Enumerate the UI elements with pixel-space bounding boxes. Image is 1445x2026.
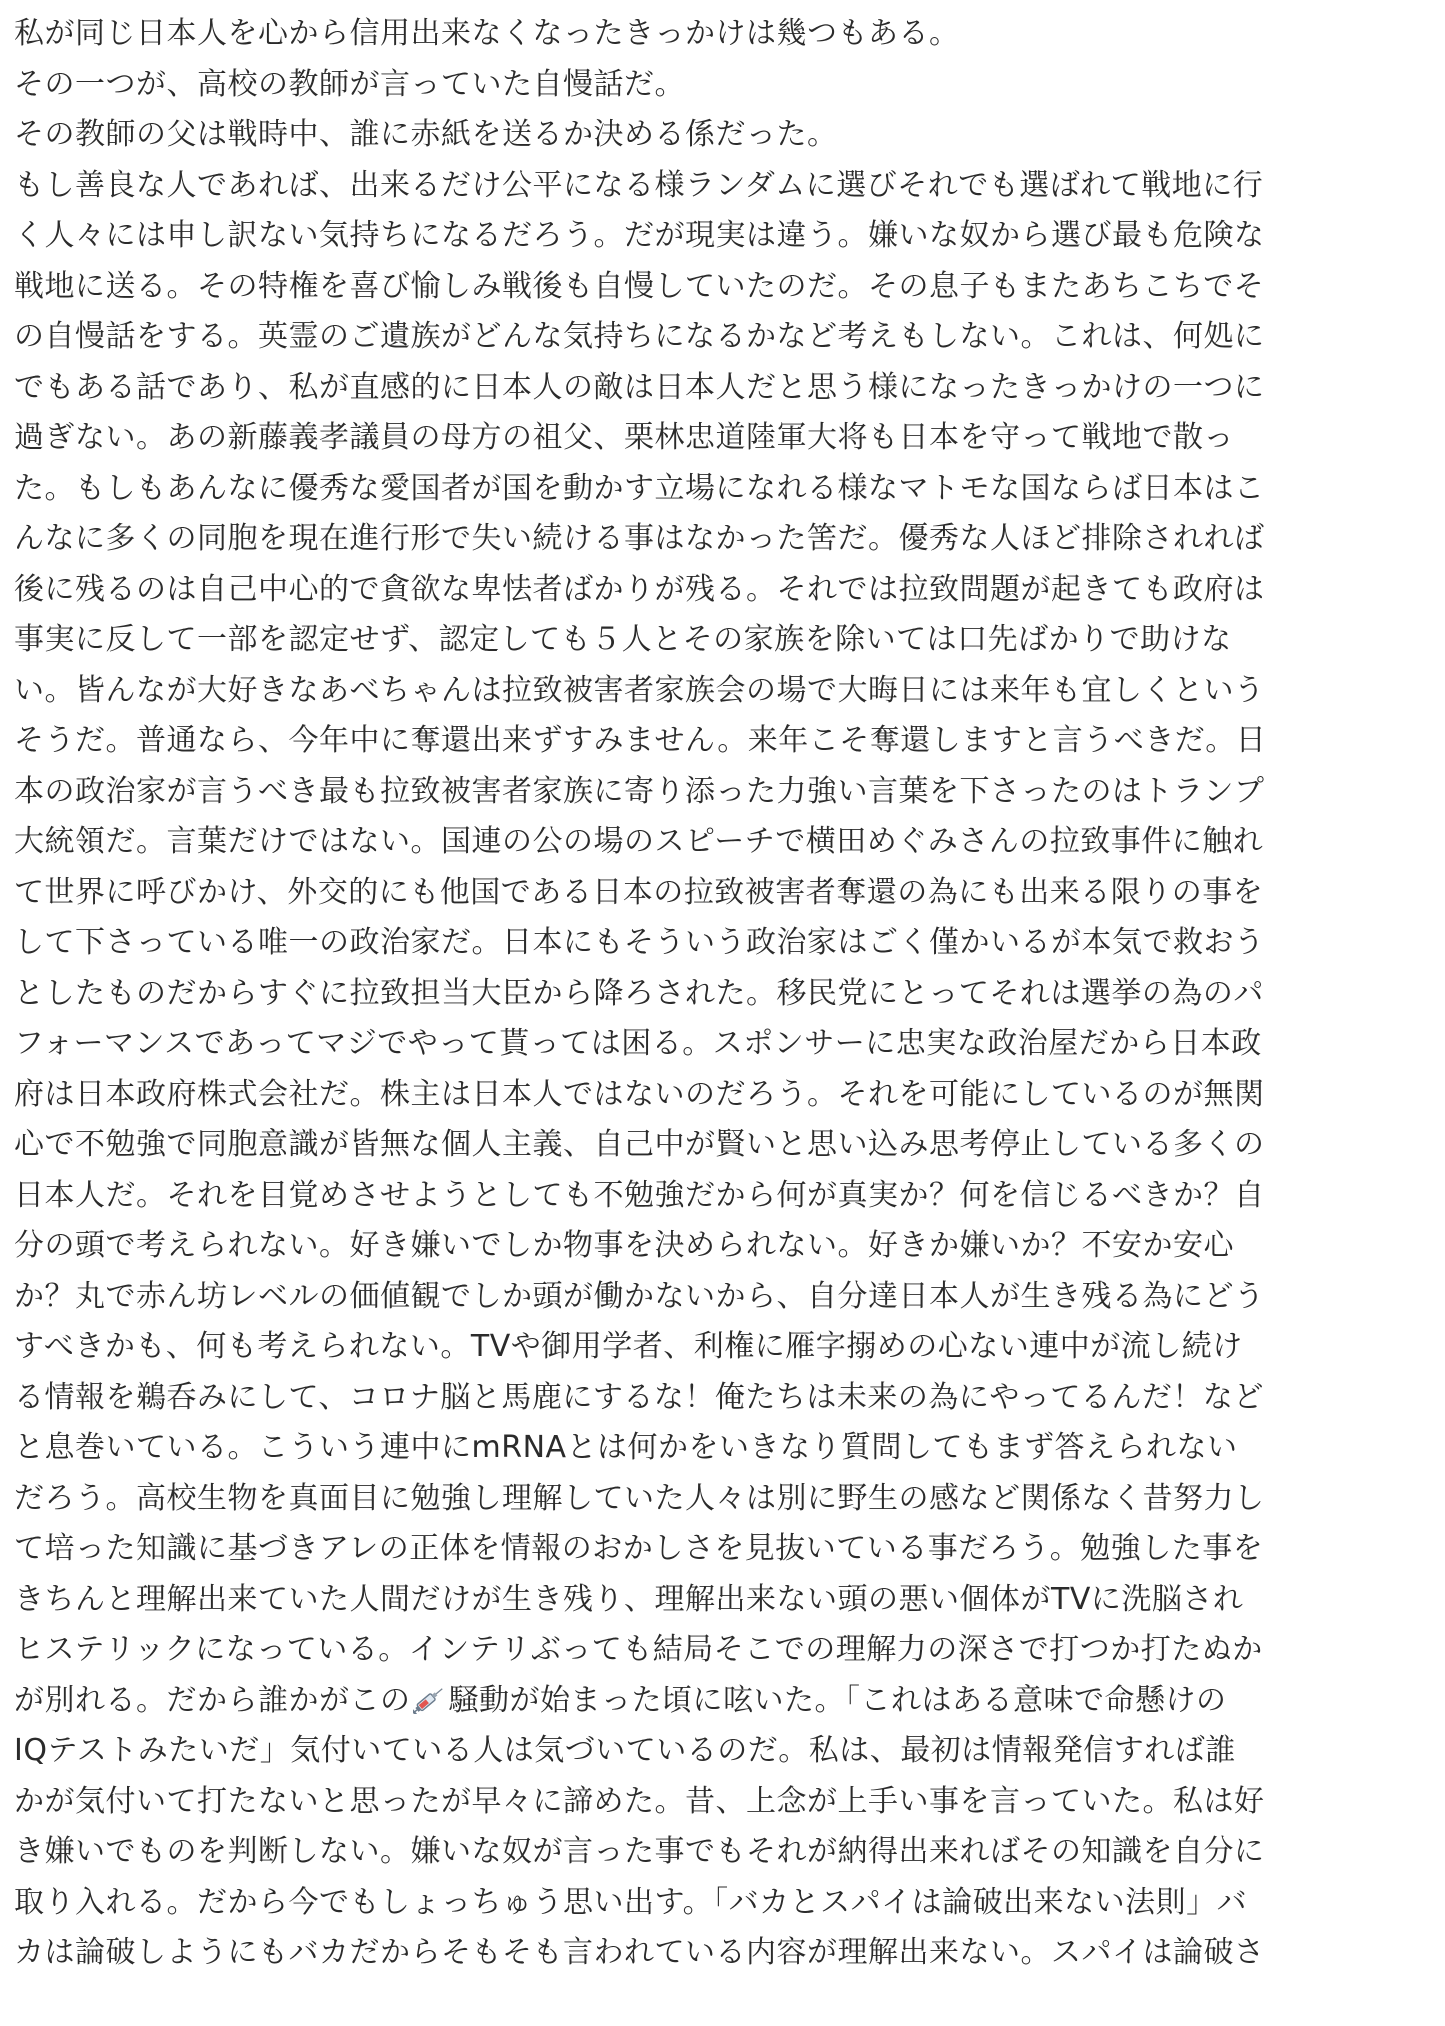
text-line <box>14 620 1232 660</box>
text-line <box>14 1075 1265 1115</box>
text-line-content: でもある話であり、私が直感的に日本人の敵は日本人だと思う様になったきっかけの一つに <box>14 369 1265 405</box>
text-line-content: く人々には申し訳ない気持ちになるだろう。だが現実は違う。嫌いな奴から選び最も危険な <box>14 218 1265 253</box>
text-line-content: そうだ。普通なら、今年中に奪還出来ずすみません。来年こそ奪還しますと言うべきだ。日 <box>14 723 1267 758</box>
text-line <box>14 519 1265 559</box>
text-line-content: が別れる。だから誰かがこの <box>14 1682 411 1718</box>
text-line <box>14 267 1264 307</box>
text-line-content: カは論破しようにもバカだからそもそも言われている内容が理解出来ない。スパイは論破さ <box>14 1935 1265 1970</box>
text-line-content: て培った知識に基づきアレの正体を情報のおかしさを見抜いている事だろう。勉強した事を <box>14 1531 1264 1566</box>
text-line-content: すべきかも、何も考えられない。TVや御用学者、利権に雁字搦めの心ない連中が流し続け <box>14 1329 1243 1364</box>
text-line <box>14 671 1265 711</box>
text-line-content: だろう。高校生物を真面目に勉強し理解していた人々は別に野生の感など関係なく昔努力し <box>14 1480 1265 1516</box>
text-line-content: 私が同じ日本人を心から信用出来なくなったきっかけは幾つもある。 <box>14 16 960 51</box>
text-line-content: きちんと理解出来ていた人間だけが生き残り、理解出来ない頭の悪い個体がTVに洗脳され <box>14 1581 1244 1617</box>
text-line-content: た。もしもあんなに優秀な愛国者が国を動かす立場になれる様なマトモな国ならば日本はこ <box>14 470 1265 506</box>
text-line-content: 本の政治家が言うべき最も拉致被害者家族に寄り添った力強い言葉を下さったのはトランプ <box>14 773 1265 809</box>
text-line-content: て世界に呼びかけ、外交的にも他国である日本の拉致被害者奪還の為にも出来る限りの事を <box>14 874 1264 910</box>
text-line <box>14 317 1265 357</box>
text-line <box>14 469 1265 509</box>
text-line-content: んなに多くの同胞を現在進行形で失い続ける事はなかった筈だ。優秀な人ほど排除されれば <box>14 521 1265 556</box>
text-line-content: 心で不勉強で同胞意識が皆無な個人主義、自己中が賢いと思い込み思考停止している多くの <box>14 1127 1265 1162</box>
text-line-content: 府は日本政府株式会社だ。株主は日本人ではないのだろう。それを可能にしているのが無関 <box>14 1076 1265 1112</box>
text-line <box>14 1731 1236 1771</box>
text-line <box>14 166 1263 206</box>
text-line <box>14 873 1263 913</box>
text-line-content: い。皆んなが大好きなあべちゃんは拉致被害者家族会の場で大晦日には来年も宜しくという <box>14 672 1265 708</box>
text-line <box>14 418 1234 458</box>
text-line <box>14 1327 1243 1367</box>
text-line <box>14 1125 1265 1165</box>
text-line <box>14 1883 1247 1923</box>
text-line <box>14 1479 1265 1519</box>
text-line-content: かが気付いて打たないと思ったが早々に諦めた。昔、上念が上手い事を言っていた。私は好 <box>14 1783 1265 1819</box>
text-line <box>14 65 685 105</box>
text-line-content: る情報を鵜呑みにして、コロナ脳と馬鹿にするな！俺たちは未来の為にやってるんだ！など <box>14 1379 1264 1415</box>
text-line <box>14 1378 1264 1418</box>
text-line-content: 日本人だ。それを目覚めさせようとしても不勉強だから何が真実か？何を信じるべきか？自 <box>14 1177 1265 1213</box>
text-line-content: 過ぎない。あの新藤義孝議員の母方の祖父、栗林忠道陸軍大将も日本を守って戦地で散っ <box>14 420 1234 455</box>
text-line <box>14 822 1263 862</box>
text-line-content: 大統領だ。言葉だけではない。国連の公の場のスピーチで横田めぐみさんの拉致事件に触れ <box>14 824 1264 859</box>
text-line-content: 後に残るのは自己中心的で貪欲な卑怯者ばかりが残る。それでは拉致問題が起きても政府は <box>14 571 1265 607</box>
text-line-content: と息巻いている。こういう連中にmRNAとは何かをいきなり質問してもまず答えられない <box>14 1430 1238 1465</box>
text-line-content: としたものだからすぐに拉致担当大臣から降ろされた。移民党にとってそれは選挙の為のパ <box>14 975 1264 1011</box>
text-line <box>14 1681 1227 1721</box>
text-line-content: して下さっている唯一の政治家だ。日本にもそういう政治家はごく僅かいるが本気で救おう <box>14 925 1265 960</box>
text-line-content-after-icon: 騒動が始まった頃に呟いた。「これはある意味で命懸けの <box>448 1682 1227 1718</box>
text-line <box>14 1277 1265 1317</box>
text-line <box>14 772 1265 812</box>
text-line <box>14 721 1266 761</box>
text-line-content: その教師の父は戦時中、誰に赤紙を送るか決める係だった。 <box>14 117 838 152</box>
syringe-icon <box>413 1684 447 1714</box>
text-line <box>14 974 1264 1014</box>
text-line-content: の自慢話をする。英霊のご遺族がどんな気持ちになるかなど考えもしない。これは、何処に <box>14 319 1265 354</box>
text-line-content: 戦地に送る。その特権を喜び愉しみ戦後も自慢していたのだ。その息子もまたあちこちでそ <box>14 268 1265 304</box>
text-line <box>14 1529 1263 1569</box>
text-line <box>14 216 1265 256</box>
text-line-content: 分の頭で考えられない。好き嫌いでしか物事を決められない。好きか嫌いか？不安か安心 <box>14 1228 1234 1263</box>
text-line <box>14 1024 1262 1064</box>
text-line <box>14 1782 1265 1822</box>
text-line <box>14 1176 1265 1216</box>
text-line-content: 取り入れる。だから今でもしょっちゅう思い出す。「バカとスパイは論破出来ない法則」バ <box>14 1884 1248 1920</box>
text-line-content: もし善良な人であれば、出来るだけ公平になる様ランダムに選びそれでも選ばれて戦地に行 <box>14 167 1264 203</box>
text-line <box>14 1630 1263 1670</box>
text-line <box>14 1580 1243 1620</box>
text-line <box>14 1226 1234 1266</box>
text-line-content: ヒステリックになっている。インテリぶっても結局そこでの理解力の深さで打つか打たぬか <box>14 1632 1263 1667</box>
text-line <box>14 115 838 155</box>
text-line <box>14 570 1265 610</box>
text-line-content: IQテストみたいだ」気付いている人は気づいているのだ。私は、最初は情報発信すれば誰 <box>14 1733 1236 1768</box>
text-line-content: フォーマンスであってマジでやって貰っては困る。スポンサーに忠実な政治屋だから日本政 <box>14 1026 1262 1061</box>
text-line <box>14 1428 1238 1468</box>
text-line <box>14 1832 1265 1872</box>
text-line <box>14 923 1265 963</box>
text-line <box>14 368 1265 408</box>
text-line-content: か？丸で赤ん坊レベルの価値観でしか頭が働かないから、自分達日本人が生き残る為にどう <box>14 1278 1265 1314</box>
text-line-content: その一つが、高校の教師が言っていた自慢話だ。 <box>14 66 685 102</box>
text-line-content: 事実に反して一部を認定せず、認定しても５人とその家族を除いては口先ばかりで助けな <box>14 622 1232 657</box>
text-line <box>14 14 960 54</box>
text-line-content: き嫌いでものを判断しない。嫌いな奴が言った事でもそれが納得出来ればその知識を自分に <box>14 1834 1265 1869</box>
text-line <box>14 1933 1265 1973</box>
